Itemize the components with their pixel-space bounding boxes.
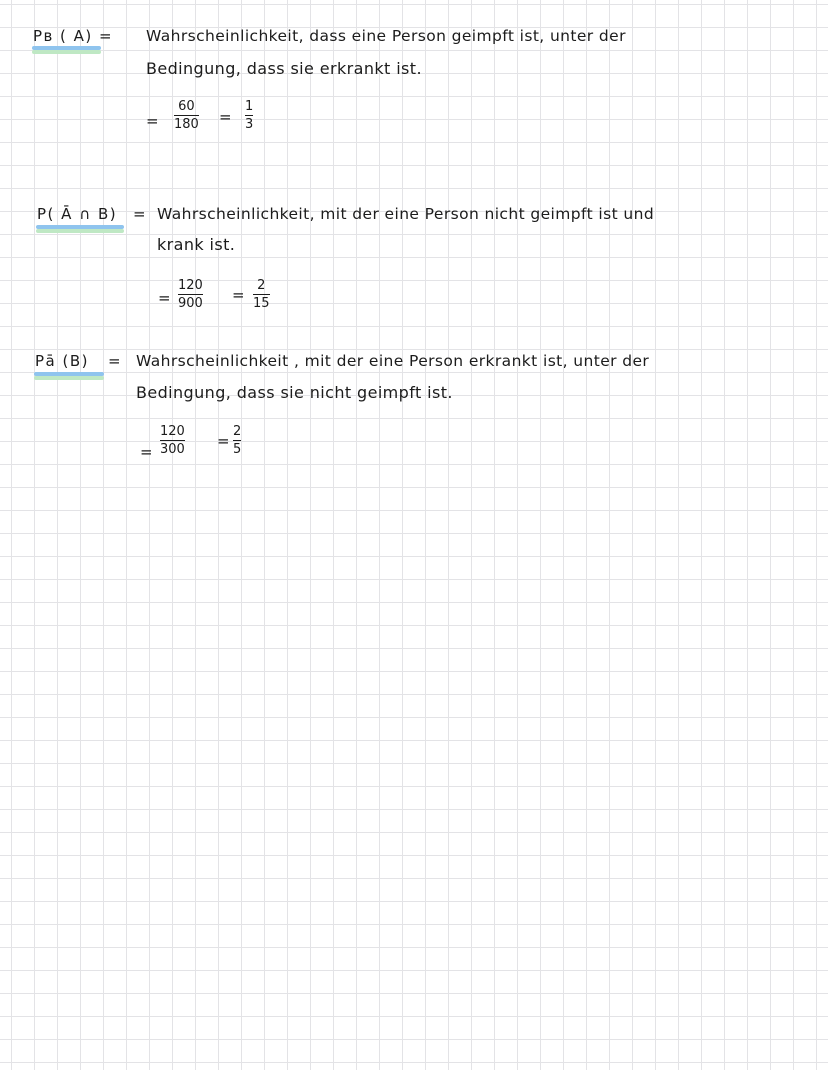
fraction-bar	[160, 440, 185, 441]
equals-sign: =	[140, 443, 153, 461]
probability-label: Pā (B)	[35, 352, 89, 370]
fraction-bar	[178, 294, 203, 295]
equals-sign: =	[108, 352, 121, 370]
definition-line-1: Wahrscheinlichkeit , mit der eine Person erkrankt ist, unter der	[136, 352, 650, 370]
fraction-result	[253, 278, 270, 311]
green-highlight	[34, 376, 104, 380]
green-highlight	[36, 229, 124, 233]
fraction-result	[233, 424, 241, 457]
probability-label: P( Ā ∩ B)	[37, 205, 118, 223]
denominator: 900	[178, 296, 203, 312]
denominator: 15	[253, 296, 270, 312]
fraction-first	[174, 99, 199, 132]
definition-line-1: Wahrscheinlichkeit, dass eine Person geimpft ist, unter der	[146, 27, 626, 45]
equals-sign: =	[133, 205, 146, 223]
fraction-bar	[253, 294, 270, 295]
numerator: 1	[245, 99, 254, 114]
probability-label: Pʙ ( A) =	[33, 27, 114, 45]
equals-sign: =	[217, 432, 230, 450]
definition-line-2: Bedingung, dass sie nicht geimpft ist.	[136, 383, 453, 402]
equals-sign: =	[146, 112, 159, 130]
definition-line-1: Wahrscheinlichkeit, mit der eine Person nicht geimpft ist und	[157, 205, 655, 223]
numerator: 120	[178, 278, 203, 293]
fraction-bar	[233, 440, 241, 441]
definition-line-2: Bedingung, dass sie erkrankt ist.	[146, 59, 422, 78]
denominator: 180	[174, 117, 199, 133]
definition-line-2: krank ist.	[157, 235, 236, 254]
denominator: 3	[245, 117, 254, 133]
fraction-first	[160, 424, 185, 457]
numerator: 120	[160, 424, 185, 439]
fraction-bar	[174, 115, 199, 116]
denominator: 5	[233, 442, 242, 458]
numerator: 2	[233, 424, 242, 439]
numerator: 2	[257, 278, 266, 293]
fraction-bar	[245, 115, 253, 116]
fraction-first	[178, 278, 203, 311]
equals-sign: =	[158, 289, 171, 307]
fraction-result	[245, 99, 253, 132]
equals-sign: =	[219, 108, 232, 126]
numerator: 60	[178, 99, 195, 114]
denominator: 300	[160, 442, 185, 458]
equals-sign: =	[232, 286, 245, 304]
green-highlight	[32, 50, 101, 54]
